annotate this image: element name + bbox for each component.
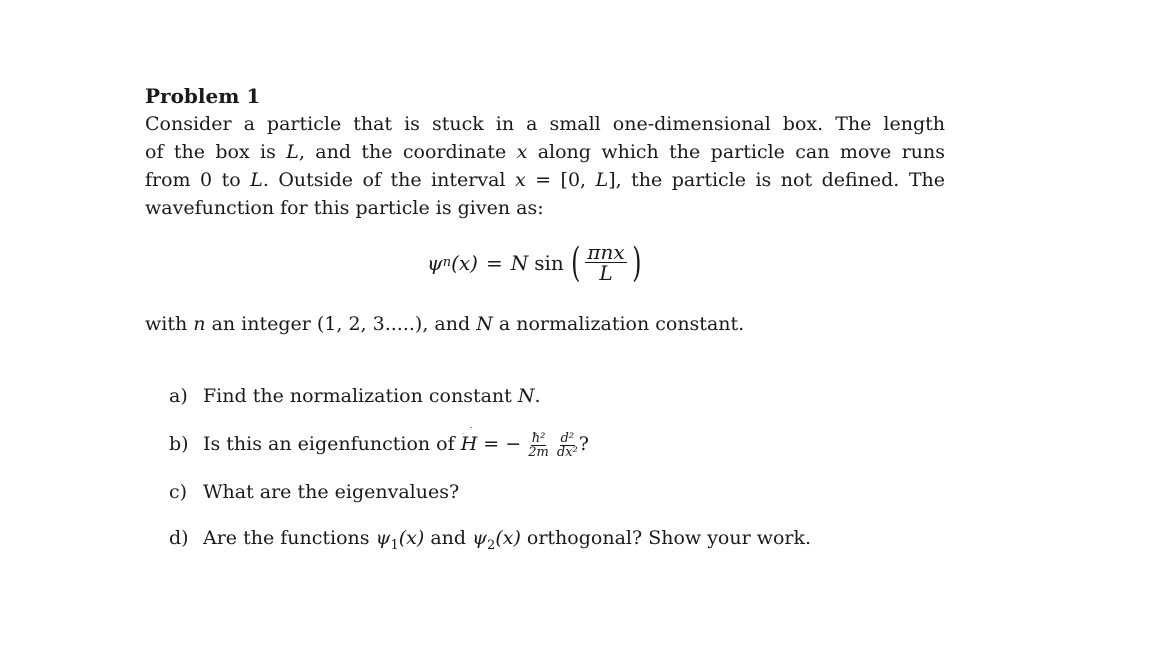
hbar-fraction: $\frac{\text{ħ²}}{2m}$ xyxy=(528,430,549,460)
intro-line-3: from 0 to L. Outside of the interval x = [0, L], the particle is not defined. The xyxy=(145,169,945,191)
problem-title: Problem 1 xyxy=(145,84,261,108)
intro-line-1: Consider a particle that is stuck in a small one-dimensional box. The length xyxy=(145,113,945,135)
derivative-fraction: $\frac{\text{d²}}{\text{dx²}}$ xyxy=(556,430,578,460)
equation-fraction: $\frac{\text{πnx}}{L}$ xyxy=(587,240,625,285)
question-a: a) Find the normalization constant N. xyxy=(169,385,541,407)
intro-line-2: of the box is L, and the coordinate x along which the particle can move runs xyxy=(145,141,945,163)
intro-line-4: wavefunction for this particle is given as: xyxy=(145,197,544,219)
question-d: d) Are the functions $\psi_1(x)$ and $\psi_2(x)$ orthogonal? Show your work. xyxy=(169,527,812,553)
problem-document xyxy=(145,82,945,553)
question-c: c) What are the eigenvalues? xyxy=(169,481,460,503)
wavefunction-equation: ψ n (x) = N sin ( $\frac{\text{πnx}}{L}$ ) xyxy=(427,239,642,286)
problem-intro xyxy=(145,110,945,222)
with-line: with n an integer (1, 2, 3.....), and N a normalization constant. xyxy=(145,313,745,335)
question-b: b) Is this an eigenfunction of H = − $\frac{\text{ħ²}}{2m}$ $\frac{\text{d²}}{\text{dx²}}$ ? xyxy=(169,430,589,460)
